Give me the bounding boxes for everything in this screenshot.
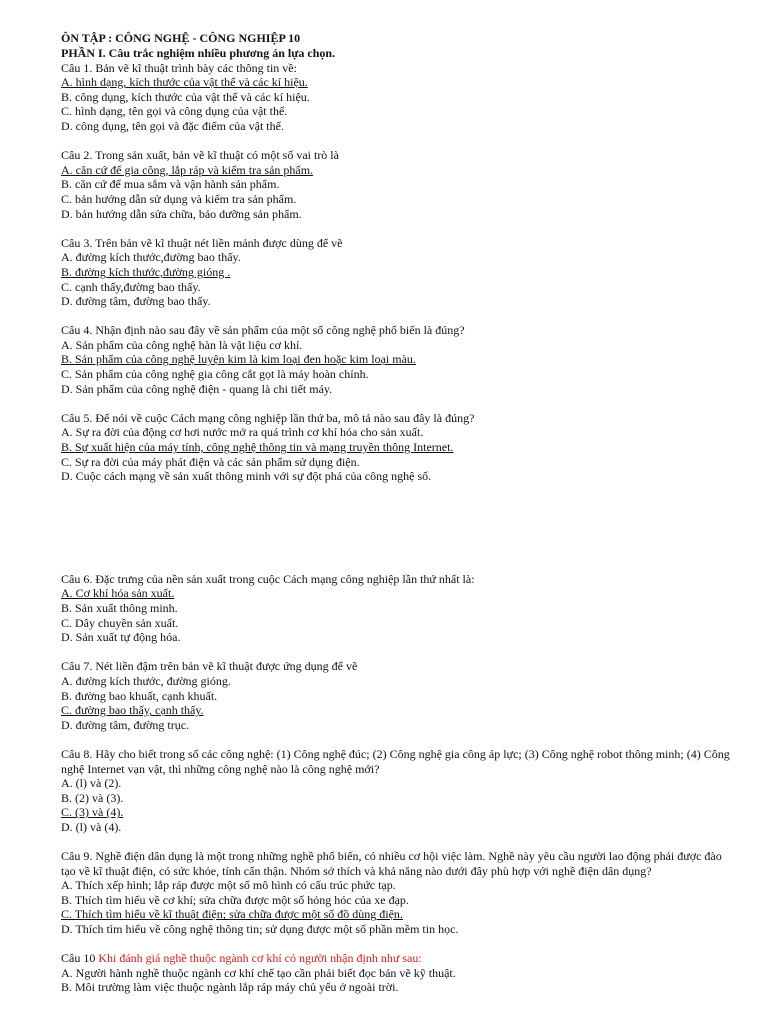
- option-b-correct: B. Sự xuất hiện của máy tính, công nghệ thông tin và mạng truyền thông Internet.: [61, 440, 454, 455]
- option-c-correct: C. đường bao thấy, cạnh thấy.: [61, 703, 204, 718]
- option-a-correct: A. căn cứ để gia công, lắp ráp và kiểm tra sản phẩm.: [61, 162, 314, 177]
- question-3: [61, 236, 733, 309]
- option-c: C. bản hướng dẫn sử dụng và kiểm tra sản phẩm.: [61, 191, 297, 206]
- option-b: B. Thích tìm hiểu về cơ khí; sửa chữa được một số hỏng hóc của xe đạp.: [61, 892, 409, 907]
- option-b: B. Sản xuất thông minh.: [61, 601, 178, 615]
- option-b: B. (2) và (3).: [61, 790, 124, 805]
- option-d: D. Cuộc cách mạng về sản xuất thông minh với sự đột phá của công nghệ số.: [61, 469, 432, 484]
- document-content: [61, 30, 733, 995]
- spacer: [61, 309, 733, 324]
- option-b: B. Môi trường làm việc thuộc ngành lắp ráp máy chủ yếu ở ngoài trời.: [61, 980, 399, 995]
- question-stem: Câu 5. Để nói về cuộc Cách mạng công nghiệp lần thứ ba, mô tả nào sau đây là đúng?: [61, 410, 475, 425]
- option-c: C. hình dạng, tên gọi và công dụng của vật thể.: [61, 104, 288, 119]
- question-stem: Câu 9. Nghề điện dân dụng là một trong những nghề phổ biến, có nhiều cơ hội việc làm. Nghề này yêu cầu người lao động phải được đào tạo về kĩ thuật điện, có sức khỏe, tính cẩn thận. Nhóm sở thích và khả năng nào dưới đây phù hợp với nghề điện dân dụng?: [61, 849, 722, 878]
- option-a-correct: A. Cơ khí hóa sản xuất.: [61, 586, 175, 601]
- question-7: [61, 659, 733, 732]
- option-a: A. Người hành nghề thuộc ngành cơ khí chế tạo cần phải biết đọc bản vẽ kỹ thuật.: [61, 965, 456, 980]
- question-1: [61, 61, 733, 134]
- option-a-correct: A. hình dạng, kích thước của vật thể và các kí hiệu.: [61, 75, 308, 90]
- option-d: D. (l) và (4).: [61, 819, 122, 834]
- option-c: C. Sản phẩm của công nghệ gia công cắt gọt là máy hoàn chỉnh.: [61, 367, 369, 382]
- option-d: D. đường tâm, đường trục.: [61, 717, 190, 732]
- question-stem: [61, 951, 733, 966]
- option-c: C. Dây chuyền sản xuất.: [61, 615, 179, 630]
- spacer: [61, 221, 733, 236]
- question-2: [61, 148, 733, 221]
- question-stem: Câu 7. Nét liền đậm trên bản vẽ kĩ thuật được ứng dụng để vẽ: [61, 659, 358, 674]
- question-number: Câu 10: [61, 951, 96, 966]
- option-c-correct: C. (3) và (4).: [61, 805, 124, 820]
- option-b: B. công dụng, kích thước của vật thể và các kí hiệu.: [61, 89, 310, 104]
- question-6: [61, 572, 733, 645]
- option-c-correct: C. Thích tìm hiểu về kĩ thuật điện; sửa chữa được một số đồ dùng điện.: [61, 907, 403, 922]
- question-8: [61, 747, 733, 835]
- option-b-correct: B. Sản phẩm của công nghệ luyện kim là kim loại đen hoặc kim loại màu.: [61, 352, 416, 367]
- option-d: D. Sản xuất tự động hóa.: [61, 630, 181, 645]
- document-title: ÔN TẬP : CÔNG NGHỆ - CÔNG NGHIỆP 10: [61, 31, 301, 45]
- option-b: B. đường bao khuất, cạnh khuất.: [61, 688, 218, 703]
- option-a: A. Thích xếp hình; lắp ráp được một số mô hình có cấu trúc phức tạp.: [61, 878, 396, 893]
- spacer: [61, 645, 733, 660]
- option-d: D. Thích tìm hiểu về công nghệ thông tin; sử dụng được một số phần mềm tin học.: [61, 922, 459, 937]
- option-b: B. căn cứ để mua sắm và vận hành sản phẩm.: [61, 177, 280, 192]
- question-text-red: Khi đánh giá nghề thuộc ngành cơ khí có người nhận định như sau:: [98, 951, 422, 966]
- question-stem: Câu 3. Trên bản vẽ kĩ thuật nét liền mảnh được dùng để vẽ: [61, 235, 343, 250]
- option-a: A. (l) và (2).: [61, 776, 122, 791]
- question-stem: Câu 8. Hãy cho biết trong số các công nghệ: (1) Công nghệ đúc; (2) Công nghệ gia công áp lực; (3) Công nghệ robot thông minh; (4) Công nghệ Internet vạn vật, thì những công nghệ nào là công nghệ mới?: [61, 746, 730, 776]
- question-10: [61, 951, 733, 995]
- spacer: [61, 396, 733, 411]
- question-stem: Câu 1. Bản vẽ kĩ thuật trình bày các thông tin về:: [61, 60, 297, 75]
- option-c: C. Sự ra đời của máy phát điện và các sản phẩm sử dụng điện.: [61, 454, 360, 469]
- option-b-correct: B. đường kích thước,đường gióng .: [61, 264, 231, 279]
- option-c: C. cạnh thấy,đường bao thấy.: [61, 279, 201, 294]
- question-stem: Câu 4. Nhận định nào sau đây về sản phẩm của một số công nghệ phổ biến là đúng?: [61, 323, 465, 338]
- option-a: A. đường kích thước, đường gióng.: [61, 673, 231, 688]
- option-a: A. đường kích thước,đường bao thấy.: [61, 250, 241, 265]
- question-stem: Câu 2. Trong sản xuất, bản vẽ kĩ thuật có một số vai trò là: [61, 148, 339, 163]
- option-d: D. bản hướng dẫn sửa chữa, bảo dưỡng sản phẩm.: [61, 206, 302, 221]
- question-9: [61, 849, 733, 937]
- question-stem: Câu 6. Đặc trưng của nền sản xuất trong cuộc Cách mạng công nghiệp lần thứ nhất là:: [61, 571, 475, 586]
- question-4: [61, 323, 733, 396]
- option-d: D. công dụng, tên gọi và đặc điểm của vật thể.: [61, 118, 284, 133]
- spacer: [61, 937, 733, 952]
- page-break-spacer: [61, 484, 733, 572]
- section-heading: PHẦN I. Câu trắc nghiệm nhiều phương án lựa chọn.: [61, 46, 336, 60]
- question-5: [61, 411, 733, 484]
- spacer: [61, 134, 733, 149]
- spacer: [61, 835, 733, 850]
- spacer: [61, 732, 733, 747]
- option-d: D. đường tâm, đường bao thấy.: [61, 294, 211, 309]
- option-a: A. Sự ra đời của động cơ hơi nước mở ra quá trình cơ khí hóa cho sản xuất.: [61, 425, 424, 440]
- option-d: D. Sản phẩm của công nghệ điện - quang là chi tiết máy.: [61, 381, 333, 396]
- option-a: A. Sản phẩm của công nghệ hàn là vật liệu cơ khí.: [61, 337, 303, 352]
